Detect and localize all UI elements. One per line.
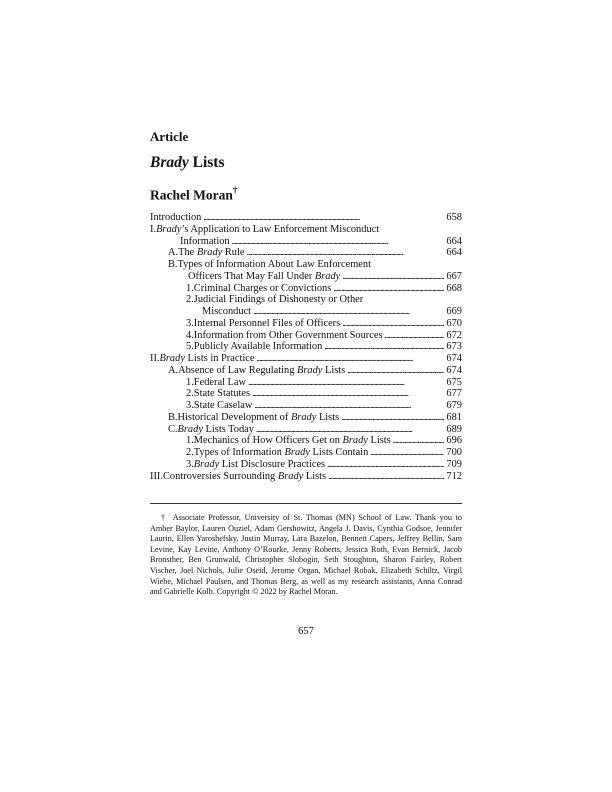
toc-entry-label <box>186 341 322 353</box>
toc-page-number: 670 <box>446 317 462 329</box>
toc-leader-dots <box>347 365 444 377</box>
author-name <box>150 186 237 204</box>
toc-entry-label <box>186 318 340 330</box>
toc-leader-dots <box>203 212 444 224</box>
toc-entry-text: Lists <box>303 470 327 482</box>
toc-page-number: 664 <box>446 235 462 247</box>
toc-leader-dots <box>342 271 444 283</box>
toc-leader-dots <box>256 424 444 436</box>
toc-page-number: 658 <box>446 212 462 223</box>
toc-entry-text: Lists Today <box>202 423 254 435</box>
toc-entry[interactable] <box>150 271 462 283</box>
toc-entry[interactable] <box>150 330 462 342</box>
toc-entry-label <box>186 400 252 412</box>
toc-entry-text: Federal Law <box>193 376 247 388</box>
toc-entry[interactable] <box>150 447 462 459</box>
toc-entry-label <box>186 447 368 459</box>
toc-entry-text: Brady <box>284 447 310 458</box>
toc-page-number: 675 <box>446 376 462 388</box>
toc-leader-dots <box>385 330 445 342</box>
toc-entry-number: 1. <box>186 435 194 447</box>
toc-entry-text: ’s Application to Law Enforcement Misconduct <box>181 223 380 235</box>
toc-entry-text: Types of Information <box>193 447 285 458</box>
toc-leader-dots <box>393 435 445 447</box>
toc-page-number: 700 <box>446 447 462 458</box>
toc-entry-label <box>150 471 326 483</box>
toc-entry[interactable] <box>150 318 462 330</box>
toc-entry-number: A. <box>168 247 179 259</box>
footnote-mark: † <box>161 513 167 522</box>
toc-entry-label <box>180 236 230 248</box>
toc-entry[interactable] <box>150 459 462 471</box>
toc-entry[interactable] <box>150 283 462 295</box>
toc-entry[interactable] <box>150 212 462 224</box>
toc-entry-text: Lists <box>367 435 391 447</box>
toc-entry-number: 3. <box>186 400 194 411</box>
toc-leader-dots <box>232 236 445 248</box>
toc-entry-number: 3. <box>186 458 194 470</box>
toc-entry-number: C. <box>168 423 178 435</box>
toc-entry-label <box>150 212 201 224</box>
toc-entry-number: 4. <box>186 329 194 341</box>
toc-entry-number: II. <box>150 353 160 364</box>
toc-page-number: 664 <box>446 247 462 259</box>
toc-entry-text: State Statutes <box>193 388 251 400</box>
toc-entry-text: Brady <box>156 223 182 235</box>
toc-entry[interactable] <box>150 377 462 389</box>
toc-entry-text: Rule <box>222 247 245 259</box>
toc-entry-text: Officers That May Fall Under <box>188 270 315 282</box>
toc-leader-dots <box>253 306 444 318</box>
toc-entry-text: Brady <box>193 458 220 470</box>
toc-page-number: 669 <box>446 306 462 317</box>
toc-entry[interactable] <box>150 353 462 365</box>
toc-entry-text: Brady <box>290 411 317 423</box>
toc-entry[interactable] <box>150 247 462 259</box>
toc-entry-text: Lists <box>316 411 340 423</box>
toc-entry-text: Brady <box>277 470 304 482</box>
toc-entry-text: Introduction <box>150 212 202 223</box>
toc-entry-label <box>202 306 251 318</box>
toc-entry-text: Publicly Available Information <box>193 341 323 353</box>
toc-entry[interactable] <box>150 412 462 424</box>
title-rest: Lists <box>188 154 225 171</box>
toc-page-number: 689 <box>446 423 462 435</box>
toc-page-number: 674 <box>446 353 462 364</box>
toc-entry-number: 2. <box>186 294 194 306</box>
toc-entry[interactable] <box>150 341 462 353</box>
toc-leader-dots <box>256 353 444 365</box>
toc-entry-label <box>188 271 340 283</box>
toc-entry-number: 2. <box>186 447 194 458</box>
toc-page-number: 679 <box>446 400 462 411</box>
toc-page-number: 712 <box>446 470 462 482</box>
toc-entry-text: Controversies Surrounding <box>162 470 278 482</box>
toc-leader-dots <box>247 247 445 259</box>
toc-entry-text: Brady <box>196 247 223 259</box>
footnote <box>150 513 462 598</box>
toc-entry-label <box>150 353 254 365</box>
toc-entry-number: 1. <box>186 282 194 294</box>
toc-page-number: 681 <box>446 411 462 423</box>
toc-entry-text: Brady <box>159 353 185 364</box>
toc-entry-text: Historical Development of <box>177 411 291 423</box>
toc-entry-text: Information <box>180 235 230 247</box>
toc-entry[interactable] <box>150 388 462 400</box>
toc-leader-dots <box>328 471 444 483</box>
toc-entry-text: Lists <box>322 364 346 376</box>
toc-entry-text: Internal Personnel Files of Officers <box>193 317 341 329</box>
toc-entry-label <box>186 459 325 471</box>
toc-page-number: 672 <box>446 329 462 341</box>
toc-entry-text: Brady <box>177 423 203 435</box>
toc-entry-label <box>168 365 345 377</box>
toc-entry-number: III. <box>150 470 163 482</box>
toc-leader-dots <box>324 341 444 353</box>
toc-entry-text: Mechanics of How Officers Get on <box>193 435 343 447</box>
author-footnote-mark[interactable]: † <box>232 185 238 195</box>
toc-entry-number: A. <box>168 364 179 376</box>
table-of-contents <box>150 212 462 482</box>
toc-entry[interactable] <box>150 400 462 412</box>
toc-entry-label <box>186 388 250 400</box>
toc-entry-label <box>186 435 391 447</box>
toc-leader-dots <box>252 388 444 400</box>
toc-entry-text: Criminal Charges or Convictions <box>193 282 332 294</box>
toc-leader-dots <box>333 283 444 295</box>
toc-entry-number: 1. <box>186 376 194 388</box>
toc-entry-number: 5. <box>186 341 194 353</box>
author-name-text: Rachel Moran <box>150 187 233 203</box>
toc-entry[interactable] <box>150 236 462 248</box>
article-title <box>150 154 225 172</box>
toc-entry-label <box>186 330 383 342</box>
title-italic: Brady <box>150 154 189 171</box>
toc-entry-text: Misconduct <box>202 306 252 317</box>
toc-entry[interactable] <box>150 424 462 436</box>
toc-entry-text: The <box>178 247 197 259</box>
toc-page-number: 677 <box>446 388 462 400</box>
toc-page-number: 696 <box>446 435 462 447</box>
toc-entry-text: Brady <box>297 364 323 376</box>
toc-entry-label <box>186 377 246 389</box>
toc-page-number: 667 <box>446 270 462 282</box>
toc-leader-dots <box>254 400 444 412</box>
toc-leader-dots <box>341 412 444 424</box>
toc-entry[interactable] <box>150 365 462 377</box>
toc-entry-number: I. <box>150 223 157 235</box>
toc-entry-label <box>186 294 363 306</box>
toc-entry-text: Types of Information About Law Enforcement <box>177 259 371 270</box>
toc-entry-text: Lists in Practice <box>184 353 255 364</box>
toc-leader-dots <box>327 459 444 471</box>
toc-entry-number: B. <box>168 411 178 423</box>
footnote-divider <box>150 503 462 504</box>
toc-entry-number: B. <box>168 259 178 270</box>
toc-entry[interactable] <box>150 471 462 483</box>
toc-entry-label <box>186 283 331 295</box>
toc-entry-number: 3. <box>186 317 194 329</box>
toc-page-number: 674 <box>446 364 462 376</box>
toc-entry-text: Information from Other Government Sources <box>193 329 383 341</box>
toc-entry-text: Absence of Law Regulating <box>178 364 297 376</box>
toc-entry-text: Lists Contain <box>309 447 369 458</box>
toc-entry-label <box>168 259 371 271</box>
toc-leader-dots <box>342 318 444 330</box>
toc-page-number: 668 <box>446 282 462 294</box>
toc-entry-label <box>150 224 379 236</box>
toc-leader-dots <box>248 377 444 389</box>
toc-page-number: 709 <box>446 458 462 470</box>
footnote-text: Associate Professor, University of St. Thomas (MN) School of Law. Thank you to Amber Baylor, Lauren Ouziel, Adam Gershowitz, Angela J. Davis, Cynthia Godsoe, Jennifer Laurin, Ellen Yaroshefsky, Justin Murray, Lara Bazelon, Bennett Capers, Jeffrey Bellin, Sam Levine, Kay Levine, Anthony O’Rourke, Jenny Roberts, Jessica Roth, Evan Bernick, Jacob Bronsther, Ben Grunwald, Christopher Slobogin, Seth Stoughton, Sharon Fairley, Robert Vischer, Joel Nichols, Julie Oseid, Jerome Organ, Michael Robak, Elizabeth Schiltz, Virgil Wiebe, Michael Paulsen, and Thomas Berg, as well as my research assistants, Anna Conrad and Gabrielle Kolb. Copyright © 2022 by Rachel Moran. <box>150 513 463 597</box>
toc-entry-label <box>168 412 339 424</box>
toc-entry-label <box>168 424 254 436</box>
page-number: 657 <box>298 626 314 637</box>
toc-entry-text: Brady <box>314 270 341 282</box>
toc-entry[interactable] <box>150 259 462 271</box>
article-kicker: Article <box>150 129 189 144</box>
toc-entry-label <box>168 247 245 259</box>
toc-entry-number: 2. <box>186 388 194 400</box>
toc-page-number: 673 <box>446 341 462 353</box>
toc-entry[interactable] <box>150 435 462 447</box>
toc-entry[interactable] <box>150 294 462 306</box>
toc-entry[interactable] <box>150 224 462 236</box>
toc-entry-text: State Caselaw <box>193 400 253 411</box>
toc-entry-text: Judicial Findings of Dishonesty or Other <box>193 294 364 306</box>
toc-leader-dots <box>370 447 444 459</box>
toc-entry-text: Brady <box>342 435 368 447</box>
toc-entry[interactable] <box>150 306 462 318</box>
toc-entry-text: List Disclosure Practices <box>219 458 326 470</box>
